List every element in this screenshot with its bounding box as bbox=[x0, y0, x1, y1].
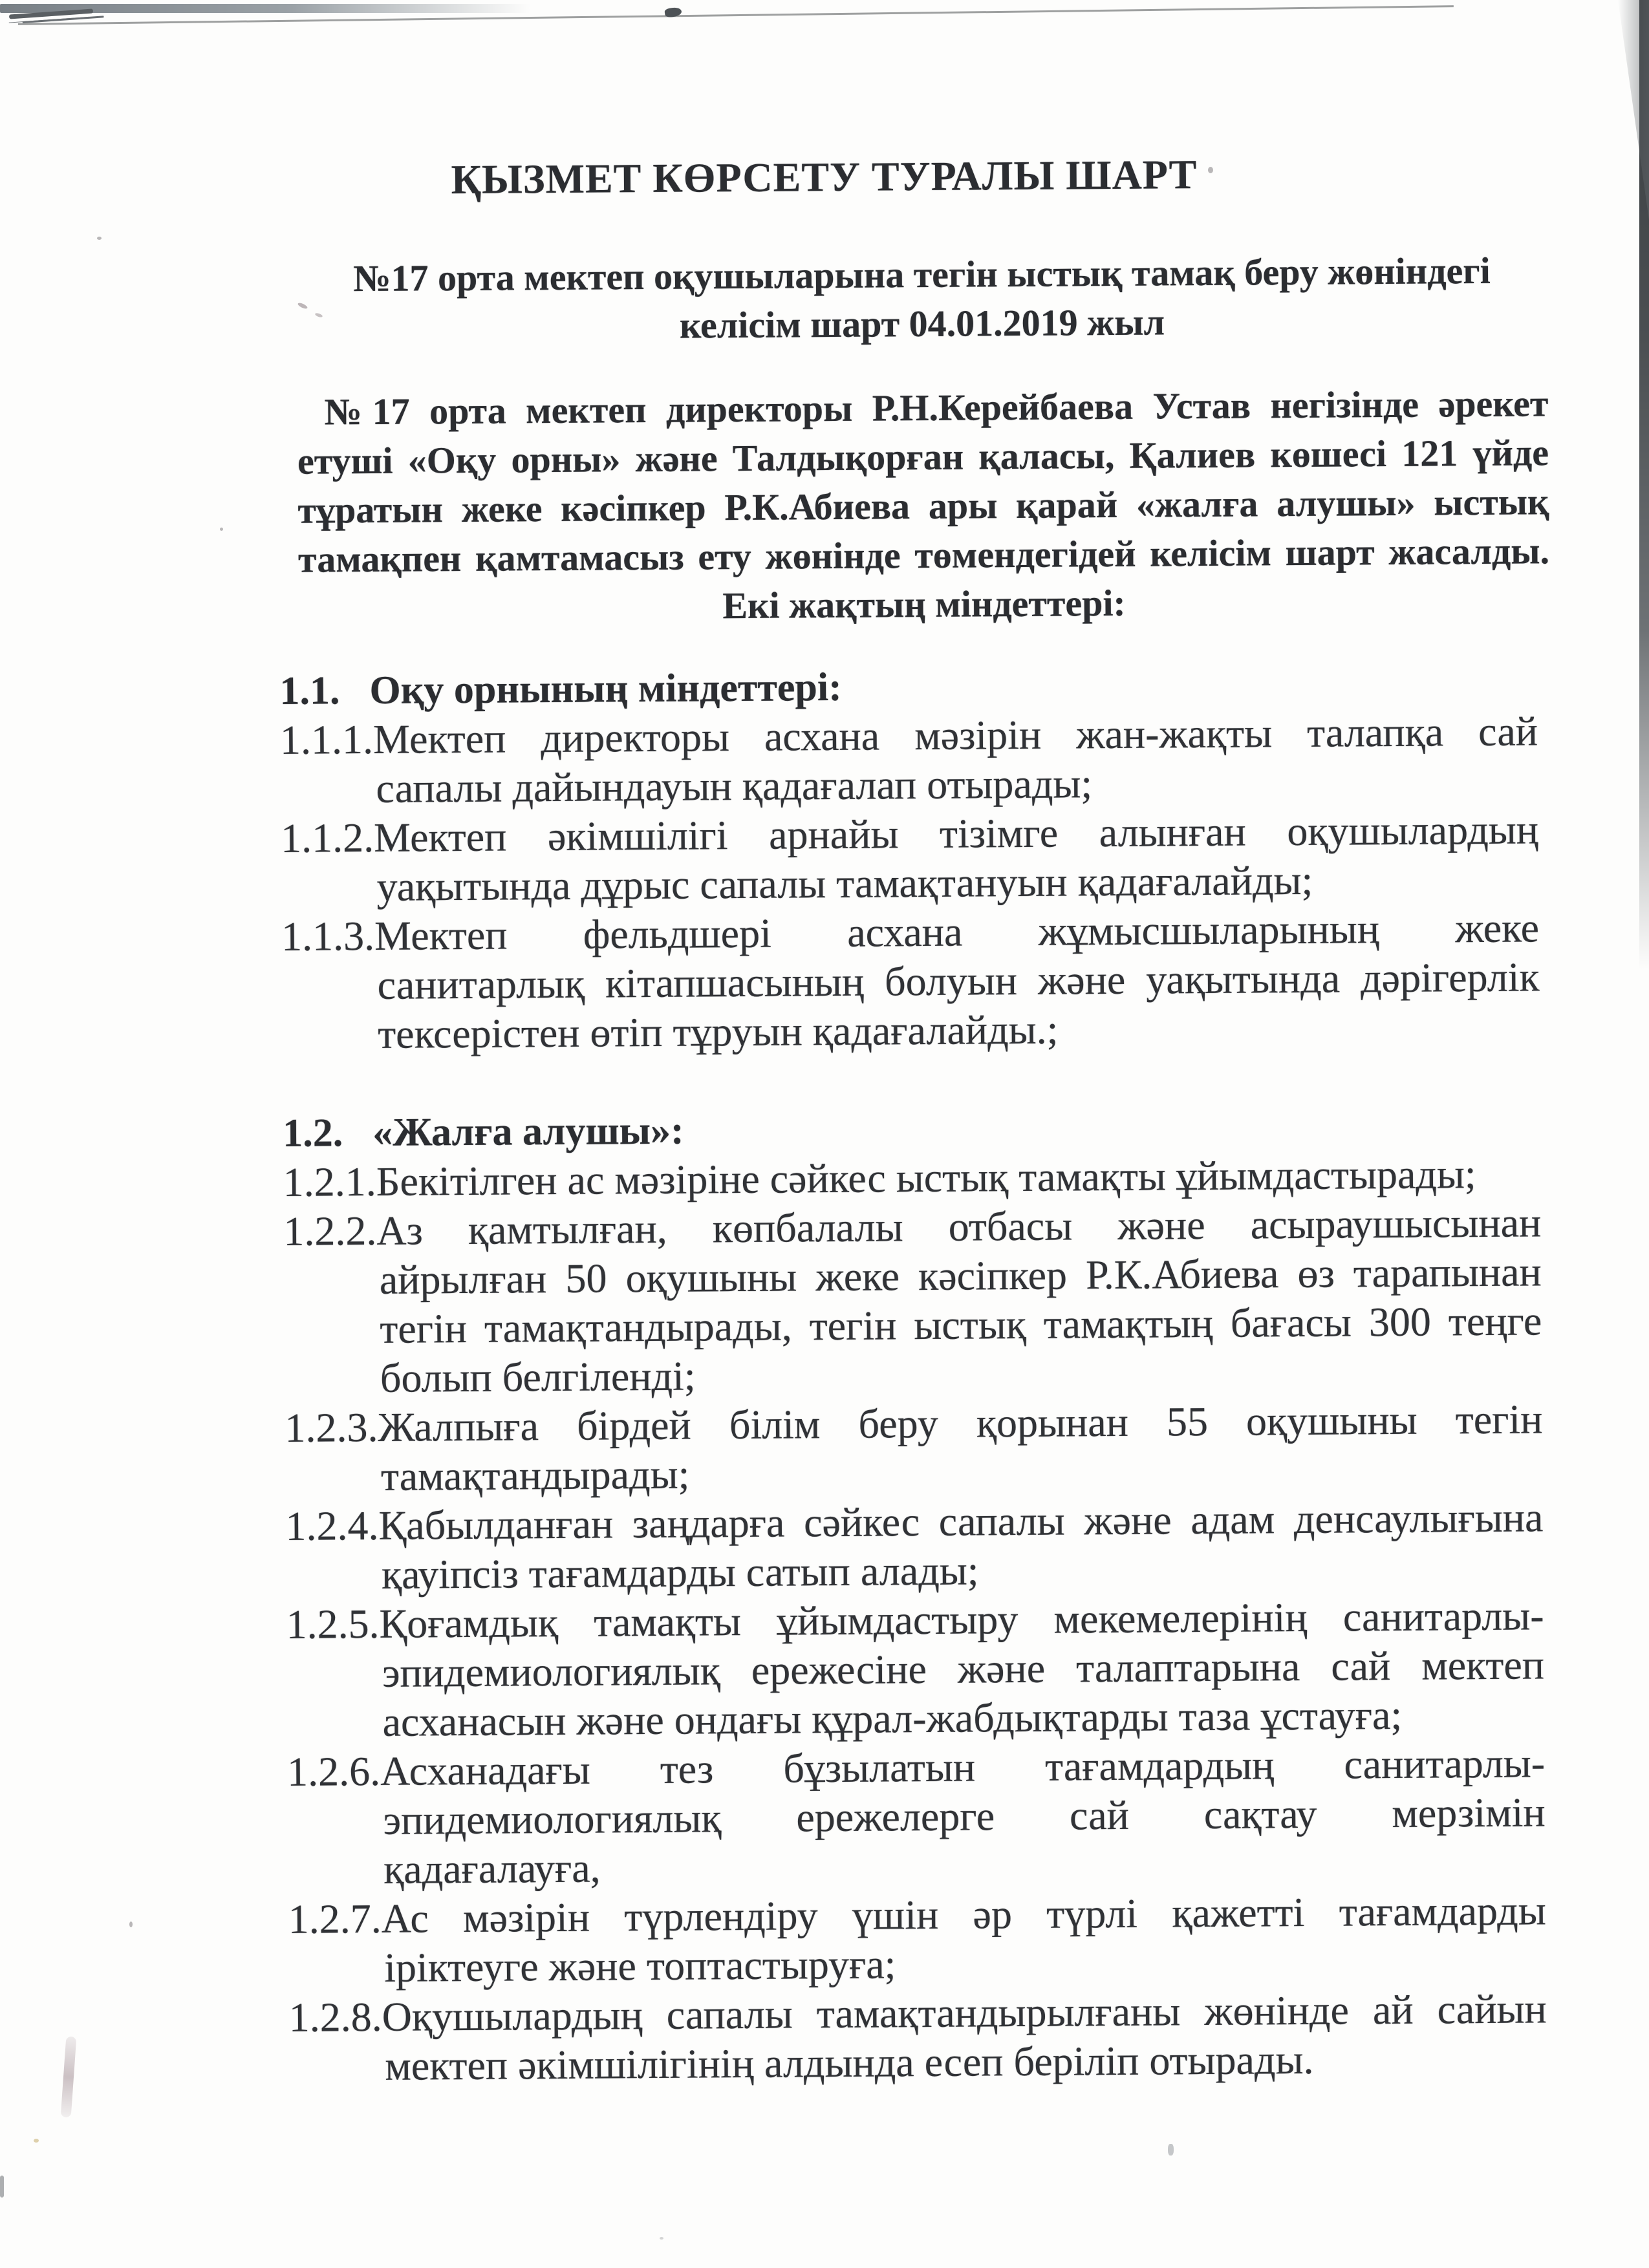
intro-line: етуші «Оқу орны» және Талдықорған қаласы, Қалиев көшесі 121 үйде bbox=[297, 431, 1549, 482]
list-item-line: 1.2.6.Асханадағы тез бұзылатын тағамдардың санитарлы- bbox=[286, 1740, 1546, 1795]
scan-speck bbox=[97, 237, 102, 240]
list-item-line: асханасын және ондағы құрал-жабдықтарды таза ұстауға; bbox=[382, 1691, 1403, 1745]
list-item-line: мектеп әкімшілігінің алдында есеп беріліп отырады. bbox=[385, 2036, 1314, 2089]
document-title: ҚЫЗМЕТ КӨРСЕТУ ТУРАЛЫ ШАРТ bbox=[451, 151, 1198, 203]
section-heading-1-1 bbox=[279, 658, 1537, 716]
list-item-line: 1.2.4.Қабылданған заңдарға сәйкес сапалы және адам денсаулығына bbox=[285, 1494, 1544, 1549]
document-subtitle bbox=[296, 246, 1548, 354]
scan-speck bbox=[34, 2139, 39, 2143]
list-item-line: уақытында дұрыс сапалы тамақтануын қадағалайды; bbox=[376, 857, 1313, 910]
list-item-line: эпидемиологиялық ережелерге сай сақтау мерзімін bbox=[383, 1789, 1546, 1843]
section-1-2-items bbox=[283, 1149, 1547, 2091]
list-item-line: тамақтандырады; bbox=[380, 1451, 690, 1499]
list-item bbox=[288, 1886, 1546, 1993]
intro-line: тамақпен қамтамасыз ету жөнінде төмендегідей келісім шарт жасалды. bbox=[297, 530, 1550, 581]
scan-right-edge-bar bbox=[1639, 0, 1649, 970]
list-item bbox=[281, 903, 1540, 1060]
list-item bbox=[287, 1738, 1546, 1895]
list-item-line: санитарлық кітапшасының болуын және уақытында дәрігерлік bbox=[377, 954, 1540, 1008]
contract-body bbox=[275, 0, 1550, 2091]
list-item-line: 1.1.1.Мектеп директоры асхана мәзірін жан-жақты талапқа сай bbox=[279, 708, 1538, 763]
list-item bbox=[285, 1395, 1543, 1502]
parties-duties-heading: Екі жақтың міндеттері: bbox=[722, 581, 1126, 627]
subtitle-line: келісім шарт 04.01.2019 жыл bbox=[679, 301, 1165, 347]
list-item-line: 1.2.2.Аз қамтылған, көпбалалы отбасы және асыраушысынан bbox=[283, 1199, 1542, 1254]
scan-right-edge-shadow bbox=[1618, 0, 1649, 220]
scan-speck bbox=[660, 2237, 663, 2240]
list-item-line: 1.2.7.Ас мәзірін түрлендіру үшін әр түрлі қажетті тағамдарды bbox=[288, 1887, 1546, 1942]
scan-speck bbox=[129, 1921, 133, 1927]
list-item bbox=[286, 1591, 1545, 1748]
intro-paragraph bbox=[297, 380, 1550, 634]
list-item-line: болып белгіленді; bbox=[380, 1353, 696, 1401]
subtitle-line: №17 орта мектеп оқушыларына тегін ыстық тамақ беру жөніндегі bbox=[353, 249, 1491, 300]
list-item-line: тексерістен өтіп тұруын қадағалайды.; bbox=[377, 1006, 1059, 1057]
intro-line: №17 орта мектеп директоры Р.Н.Керейбаева Устав негізінде әрекет bbox=[324, 382, 1549, 433]
scan-left-edge-mark bbox=[0, 2176, 4, 2198]
list-item-line: 1.2.3.Жалпыға бірдей білім беру қорынан 55 оқушыны тегін bbox=[285, 1396, 1543, 1451]
list-item-line: қадағалауға, bbox=[383, 1845, 601, 1892]
list-item-line: айрылған 50 оқушыны жеке кәсіпкер Р.К.Абиева өз тарапынан bbox=[379, 1248, 1542, 1303]
list-item-line: іріктеуге және топтастыруға; bbox=[384, 1941, 896, 1991]
section-title: Оқу орнының міндеттері: bbox=[369, 665, 842, 713]
intro-line: тұратын жеке кәсіпкер Р.К.Абиева ары қарай «жалға алушы» ыстық bbox=[297, 480, 1549, 531]
list-item-line: 1.1.2.Мектеп әкімшілігі арнайы тізімге алынған оқушылардың bbox=[280, 806, 1539, 861]
scan-left-smudge bbox=[61, 2037, 77, 2118]
list-item-line: тегін тамақтандырады, тегін ыстық тамақтың бағасы 300 теңге bbox=[380, 1298, 1542, 1352]
list-item-line: 1.2.8.Оқушылардың сапалы тамақтандырылғаны жөнінде ай сайын bbox=[288, 1985, 1547, 2040]
list-item-line: сапалы дайындауын қадағалап отырады; bbox=[376, 760, 1093, 811]
section-1-1-items bbox=[280, 707, 1540, 1060]
section-title: «Жалға алушы»: bbox=[372, 1108, 684, 1155]
list-item bbox=[283, 1198, 1542, 1404]
list-item bbox=[285, 1493, 1544, 1600]
list-item-line: 1.2.1.Бекітілген ас мәзіріне сәйкес ыстық тамақты ұйымдастырады; bbox=[283, 1151, 1476, 1205]
list-item-line: эпидемиологиялық ережесіне және талаптарына сай мектеп bbox=[382, 1642, 1545, 1696]
list-item-line: қауіпсіз тағамдарды сатып алады; bbox=[381, 1547, 979, 1598]
scan-pen-scribble bbox=[9, 8, 93, 19]
scan-speck bbox=[220, 528, 223, 531]
list-item-line: 1.2.5.Қоғамдық тамақты ұйымдастыру мекемелерінің санитарлы- bbox=[286, 1592, 1544, 1647]
scan-speck bbox=[1168, 2144, 1174, 2156]
list-item bbox=[289, 1984, 1547, 2091]
list-item bbox=[280, 707, 1538, 814]
list-item bbox=[281, 805, 1539, 912]
list-item bbox=[283, 1149, 1541, 1207]
section-heading-1-2 bbox=[283, 1100, 1540, 1158]
section-number: 1.1. bbox=[279, 669, 340, 713]
list-item-line: 1.1.3.Мектеп фельдшері асхана жұмысшыларының жеке bbox=[281, 904, 1540, 959]
section-number: 1.2. bbox=[283, 1111, 343, 1155]
